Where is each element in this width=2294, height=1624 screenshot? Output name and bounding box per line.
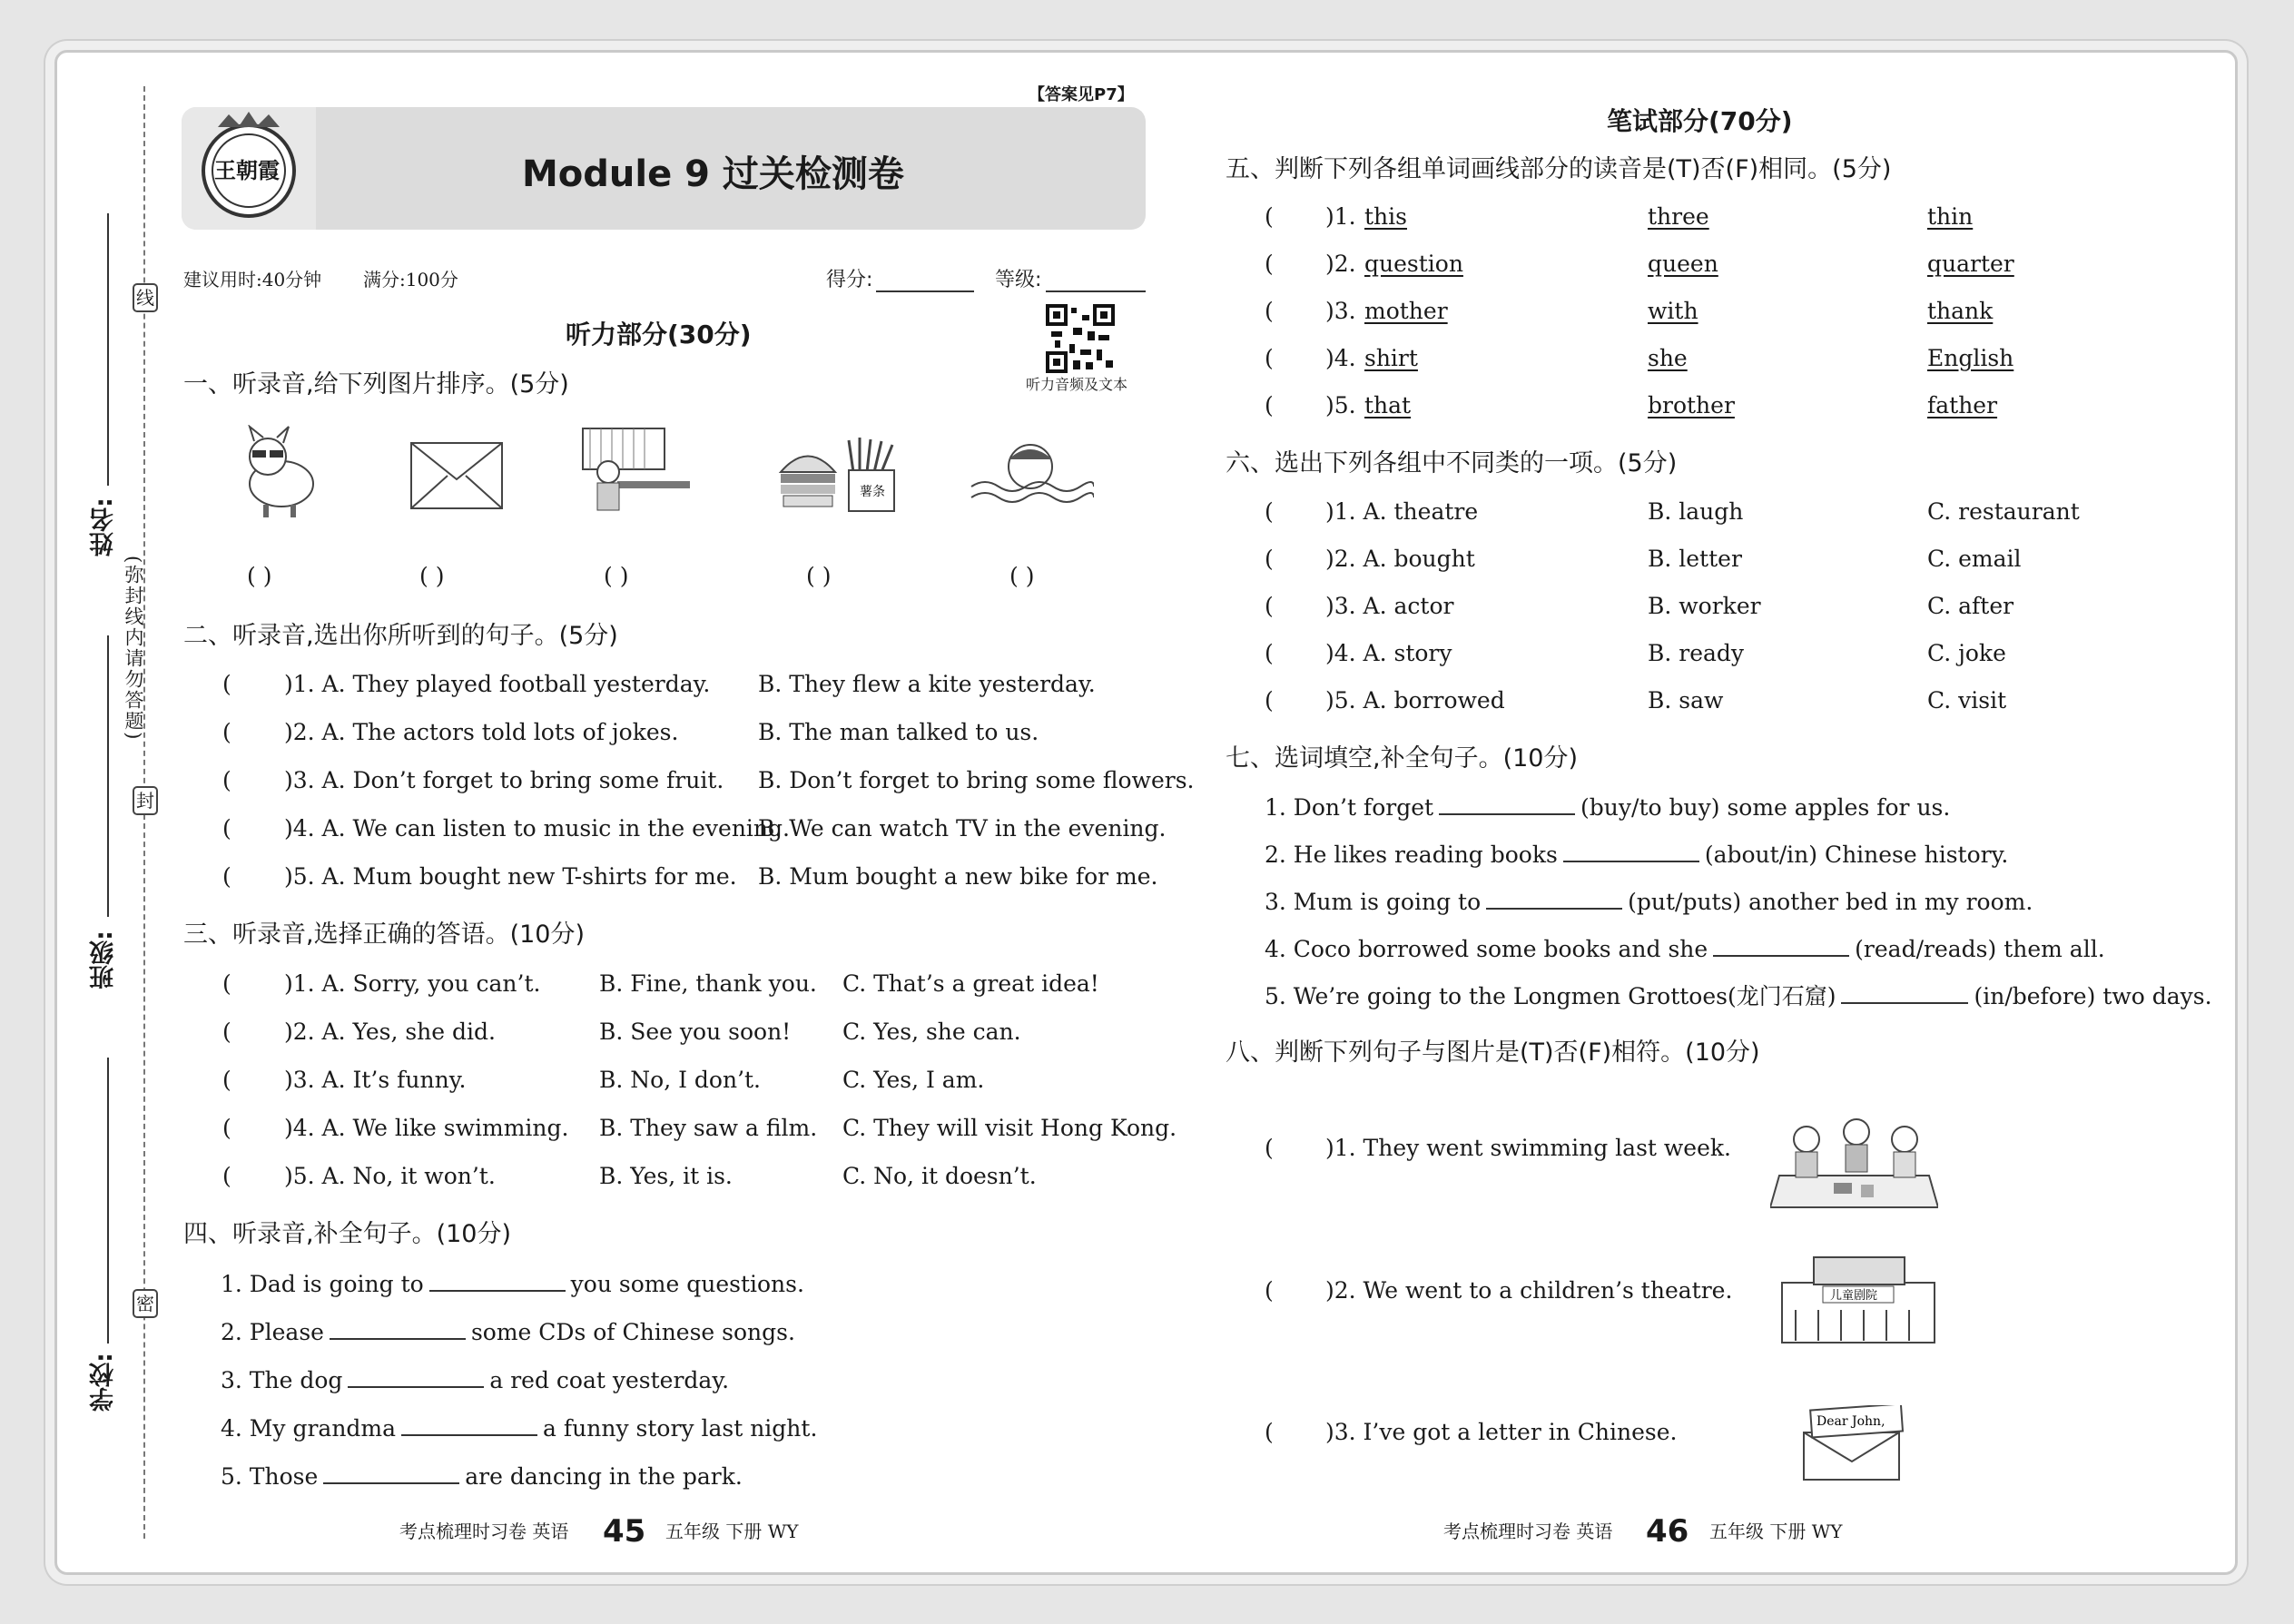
s3-item-a: )2. A. Yes, she did. (284, 1019, 496, 1045)
s6-item-a: )2. A. bought (1325, 546, 1475, 572)
s8-picture-theatre (1777, 1255, 1939, 1350)
s4-blank[interactable] (401, 1416, 537, 1436)
page-number-left: 45 (603, 1513, 646, 1550)
s5-word-1: this (1364, 203, 1407, 230)
s7-item-option: (in/before) (1974, 983, 2096, 1009)
s2-item-b: B. Don’t forget to bring some flowers. (758, 767, 1195, 793)
s2-paren[interactable]: ( (222, 719, 231, 745)
s6-item-b: B. saw (1648, 687, 1724, 714)
s6-item-c: C. after (1927, 593, 2014, 619)
s6-item-b: B. ready (1648, 640, 1745, 666)
s8-item-text: )1. They went swimming last week. (1325, 1135, 1731, 1161)
s5-paren[interactable]: ( (1265, 345, 1274, 371)
s6-item-c: C. restaurant (1927, 498, 2080, 525)
s3-item-b: B. No, I don’t. (599, 1067, 762, 1093)
s5-item-num: )2. (1325, 251, 1356, 277)
s4-item-pre: 1. Dad is going to (221, 1271, 424, 1297)
s7-item-post: two days. (2102, 983, 2212, 1009)
s7-blank[interactable] (1486, 890, 1622, 910)
seal-note: (弥封线内请勿答题) (123, 556, 144, 742)
section2-title: 二、听录音,选出你所听到的句子。(5分) (183, 622, 618, 650)
page-title: Module 9 过关检测卷 (522, 153, 904, 195)
s3-paren[interactable]: ( (222, 1067, 231, 1093)
s2-item-a: )4. A. We can listen to music in the evening. (284, 815, 790, 842)
s2-paren[interactable]: ( (222, 815, 231, 842)
s7-item-pre: 3. Mum is going to (1265, 889, 1482, 915)
section8-title: 八、判断下列句子与图片是(T)否(F)相符。(10分) (1226, 1038, 1760, 1067)
s5-word-3: thank (1927, 298, 1994, 324)
s2-item-a: )2. A. The actors told lots of jokes. (284, 719, 679, 745)
s7-item-pre: 5. We’re going to the Longmen Grottoes(龙门石窟) (1265, 983, 1836, 1009)
picnic-icon (1770, 1112, 1938, 1212)
letter-text: Dear John, (1816, 1414, 1885, 1429)
s3-item-a: )3. A. It’s funny. (284, 1067, 467, 1093)
footer-right-tail: 五年级 下册 WY (1709, 1521, 1843, 1542)
s3-paren[interactable]: ( (222, 1115, 231, 1141)
logo-text: 王朝霞 (214, 157, 280, 183)
s5-word-1: that (1364, 392, 1412, 418)
s7-blank[interactable] (1563, 842, 1699, 862)
grade-blank[interactable] (1046, 290, 1146, 292)
s1-answer-3[interactable]: ( ) (604, 563, 629, 589)
s8-item-text: )3. I’ve got a letter in Chinese. (1325, 1419, 1678, 1445)
s7-item-pre: 2. He likes reading books (1265, 842, 1558, 868)
s5-item-num: )3. (1325, 298, 1356, 324)
section6-title: 六、选出下列各组中不同类的一项。(5分) (1226, 449, 1678, 477)
s5-word-1: mother (1364, 298, 1448, 324)
dog-icon (227, 425, 331, 520)
s6-item-b: B. laugh (1648, 498, 1744, 525)
s6-paren[interactable]: ( (1265, 546, 1274, 572)
footer-left-tail: 五年级 下册 WY (665, 1521, 799, 1542)
s5-word-2: brother (1648, 392, 1735, 418)
s7-item-post: Chinese history. (1824, 842, 2009, 868)
s5-word-3: quarter (1927, 251, 2014, 277)
qr-caption: 听力音频及文本 (1026, 376, 1128, 393)
s5-item-num: )5. (1325, 392, 1356, 418)
s3-paren[interactable]: ( (222, 1163, 231, 1189)
secret-char: 密 (133, 1289, 158, 1318)
s6-item-b: B. worker (1648, 593, 1761, 619)
section1-title: 一、听录音,给下列图片排序。(5分) (183, 370, 569, 399)
s4-item-post: a red coat yesterday. (489, 1367, 730, 1393)
s5-word-1: question (1364, 251, 1463, 277)
school-line (107, 1058, 109, 1343)
envelope-icon (407, 434, 507, 516)
s3-item-c: C. Yes, I am. (842, 1067, 985, 1093)
s3-item-a: )4. A. We like swimming. (284, 1115, 569, 1141)
s5-paren[interactable]: ( (1265, 298, 1274, 324)
page-number-right: 46 (1646, 1513, 1689, 1550)
s1-answer-4[interactable]: ( ) (806, 563, 832, 589)
name-line (107, 213, 109, 486)
school-label: 学校: (90, 1353, 118, 1412)
s4-item-pre: 3. The dog (221, 1367, 343, 1393)
s7-blank[interactable] (1713, 937, 1849, 957)
s5-paren[interactable]: ( (1265, 203, 1274, 230)
listening-title: 听力部分(30分) (566, 320, 752, 349)
swimmer-icon (967, 432, 1094, 514)
s6-item-b: B. letter (1648, 546, 1742, 572)
s5-word-3: father (1927, 392, 1998, 418)
s6-item-a: )1. A. theatre (1325, 498, 1479, 525)
s7-item-post: another bed in my room. (1748, 889, 2033, 915)
s1-answer-2[interactable]: ( ) (419, 563, 445, 589)
s1-picture-swimmer (967, 432, 1094, 517)
s2-item-a: )5. A. Mum bought new T-shirts for me. (284, 863, 737, 890)
chips-label: 薯条 (860, 485, 885, 499)
s3-item-a: )5. A. No, it won’t. (284, 1163, 496, 1189)
s4-item-post: some CDs of Chinese songs. (470, 1319, 795, 1345)
s7-blank[interactable] (1439, 795, 1575, 815)
s8-picture-letter (1802, 1405, 1906, 1486)
theatre-icon (1777, 1255, 1939, 1346)
s3-item-c: C. That’s a great idea! (842, 970, 1099, 997)
logo-panel (182, 107, 316, 230)
s4-blank[interactable] (323, 1464, 459, 1484)
class-label: 班级: (90, 930, 118, 989)
s5-item-num: )4. (1325, 345, 1356, 371)
s5-paren[interactable]: ( (1265, 392, 1274, 418)
s4-item-post: you some questions. (570, 1271, 804, 1297)
s6-item-a: )3. A. actor (1325, 593, 1454, 619)
s4-item-pre: 2. Please (221, 1319, 324, 1345)
s4-item-post: a funny story last night. (543, 1415, 818, 1442)
section4-title: 四、听录音,补全句子。(10分) (183, 1220, 512, 1248)
s7-item-post: some apples for us. (1727, 794, 1951, 821)
s3-item-c: C. They will visit Hong Kong. (842, 1115, 1177, 1141)
s6-paren[interactable]: ( (1265, 593, 1274, 619)
s1-picture-envelope (407, 434, 507, 519)
s5-word-1: shirt (1364, 345, 1418, 371)
s2-paren[interactable]: ( (222, 671, 231, 697)
s6-paren[interactable]: ( (1265, 498, 1274, 525)
s7-item-option: (buy/to buy) (1580, 794, 1720, 821)
s6-item-a: )5. A. borrowed (1325, 687, 1505, 714)
s5-item-num: )1. (1325, 203, 1356, 230)
s7-item-option: (put/puts) (1628, 889, 1742, 915)
footer-right-text: 考点梳理时习卷 英语 (1443, 1521, 1613, 1542)
s3-item-b: B. They saw a film. (599, 1115, 818, 1141)
s8-item-text: )2. We went to a children’s theatre. (1325, 1277, 1733, 1304)
s1-picture-dog (227, 425, 331, 524)
s5-word-2: three (1648, 203, 1709, 230)
s4-item-pre: 5. Those (221, 1463, 319, 1490)
s8-picture-picnic (1770, 1112, 1938, 1216)
s3-paren[interactable]: ( (222, 1019, 231, 1045)
s1-answer-1[interactable]: ( ) (247, 563, 272, 589)
s6-paren[interactable]: ( (1265, 687, 1274, 714)
s8-paren[interactable]: ( (1265, 1419, 1274, 1445)
s7-item-pre: 4. Coco borrowed some books and she (1265, 936, 1708, 962)
s3-paren[interactable]: ( (222, 970, 231, 997)
score-label: 得分: (826, 269, 873, 291)
s4-item-post: are dancing in the park. (465, 1463, 743, 1490)
letter-icon (1802, 1405, 1906, 1482)
section3-title: 三、听录音,选择正确的答语。(10分) (183, 920, 586, 949)
s6-item-c: C. email (1927, 546, 2022, 572)
score-blank[interactable] (876, 290, 974, 292)
s1-answer-5[interactable]: ( ) (1009, 563, 1035, 589)
s7-item-post: them all. (2004, 936, 2105, 962)
grade-label: 等级: (995, 269, 1042, 291)
s1-picture-food (776, 436, 903, 521)
s7-item-option: (about/in) (1704, 842, 1817, 868)
s3-item-b: B. See you soon! (599, 1019, 792, 1045)
s4-blank[interactable] (330, 1320, 466, 1340)
s7-item-pre: 1. Don’t forget (1265, 794, 1434, 821)
s3-item-c: C. Yes, she can. (842, 1019, 1021, 1045)
s5-paren[interactable]: ( (1265, 251, 1274, 277)
s2-item-a: )1. A. They played football yesterday. (284, 671, 711, 697)
section5-title: 五、判断下列各组单词画线部分的读音是(T)否(F)相同。(5分) (1226, 155, 1892, 183)
s2-item-b: B. The man talked to us. (758, 719, 1039, 745)
s3-item-b: B. Yes, it is. (599, 1163, 733, 1189)
s1-picture-office (581, 427, 694, 521)
s4-blank[interactable] (429, 1272, 566, 1292)
s2-item-b: B. They flew a kite yesterday. (758, 671, 1096, 697)
written-title: 笔试部分(70分) (1607, 106, 1793, 136)
s6-paren[interactable]: ( (1265, 640, 1274, 666)
s7-item-option: (read/reads) (1855, 936, 1997, 962)
s5-word-2: with (1648, 298, 1698, 324)
s3-item-b: B. Fine, thank you. (599, 970, 817, 997)
s7-blank[interactable] (1841, 984, 1968, 1004)
section7-title: 七、选词填空,补全句子。(10分) (1226, 744, 1579, 773)
s2-item-a: )3. A. Don’t forget to bring some fruit. (284, 767, 724, 793)
s6-item-a: )4. A. story (1325, 640, 1452, 666)
s3-item-c: C. No, it doesn’t. (842, 1163, 1037, 1189)
s2-paren[interactable]: ( (222, 863, 231, 890)
full-score: 满分:100分 (363, 269, 458, 290)
qr-code-icon (1046, 304, 1115, 373)
s3-item-a: )1. A. Sorry, you can’t. (284, 970, 541, 997)
food-icon (776, 436, 903, 517)
class-line (107, 635, 109, 917)
theatre-sign: 儿童剧院 (1830, 1289, 1878, 1303)
s2-item-b: B. We can watch TV in the evening. (758, 815, 1167, 842)
s4-blank[interactable] (348, 1368, 484, 1388)
office-icon (581, 427, 694, 517)
s4-item-pre: 4. My grandma (221, 1415, 397, 1442)
s2-paren[interactable]: ( (222, 767, 231, 793)
s6-item-c: C. visit (1927, 687, 2007, 714)
s5-word-2: queen (1648, 251, 1718, 277)
s8-paren[interactable]: ( (1265, 1277, 1274, 1304)
name-label: 姓名: (90, 497, 118, 556)
s5-word-3: thin (1927, 203, 1974, 230)
s2-item-b: B. Mum bought a new bike for me. (758, 863, 1158, 890)
seal-char: 封 (133, 786, 158, 815)
suggested-time: 建议用时:40分钟 (183, 269, 322, 290)
line-char: 线 (133, 283, 158, 312)
s5-word-3: English (1927, 345, 2014, 371)
s6-item-c: C. joke (1927, 640, 2006, 666)
s5-word-2: she (1648, 345, 1688, 371)
answer-reference: 【答案见P7】 (1029, 85, 1134, 104)
s8-paren[interactable]: ( (1265, 1135, 1274, 1161)
footer-left-text: 考点梳理时习卷 英语 (399, 1521, 569, 1542)
